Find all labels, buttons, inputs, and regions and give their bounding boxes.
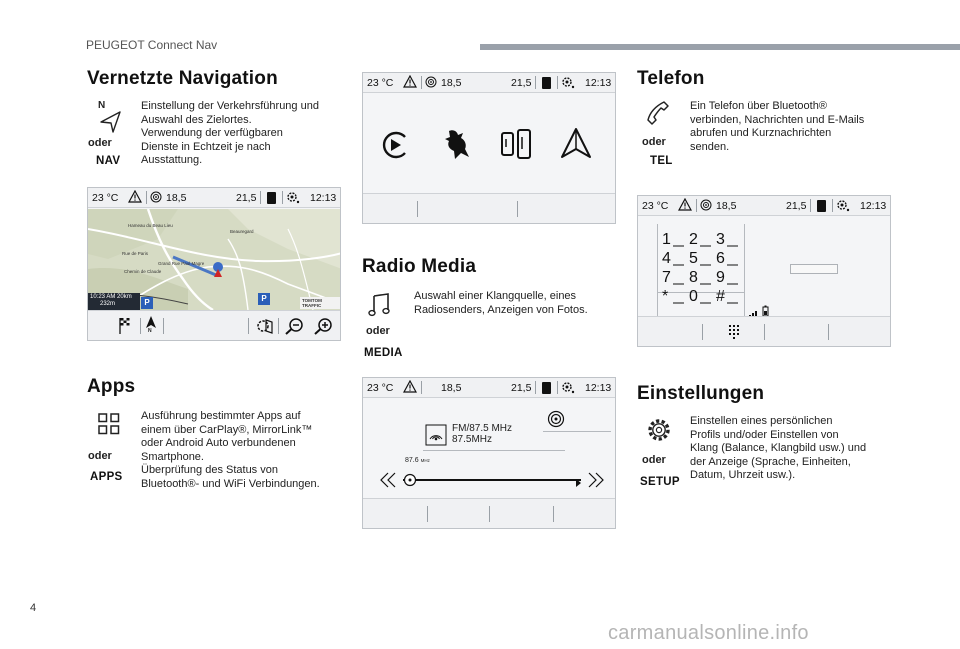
oder-label: oder [88,137,112,149]
map-place-label: Chemin de Claude [124,269,162,274]
oder-label: oder [642,454,666,466]
status-value-1: 18,5 [716,200,737,212]
key[interactable]: 1 [662,231,671,248]
clock-readout: 12:13 [585,382,612,394]
apps-toolbar [363,193,615,223]
settings-status-icon [561,381,575,397]
settings-description [690,415,900,483]
header-divider-bar [480,44,960,50]
desc-line: abrufen und Kurznachrichten [690,127,832,139]
desc-line: der Anzeige (Sprache, Einheiten, [690,455,851,468]
settings-status-icon [561,76,575,92]
north-label: N [98,100,106,111]
section-title-radio-media: Radio Media [362,256,477,277]
settings-status-icon [286,191,300,207]
navigation-description [141,100,341,168]
key[interactable]: 0 [689,288,698,305]
status-value-1: 18,5 [441,77,462,89]
map-view[interactable] [88,209,341,310]
station-frequency: 87.5MHz [452,434,493,445]
traffic-badge: TOMTOM TRAFFIC [300,297,340,309]
desc-line: Verwendung der verfügbaren [141,127,283,139]
temperature-readout: 23 °C [367,77,394,89]
seek-back-icon[interactable] [379,472,399,493]
desc-line: Smartphone. [141,450,204,463]
section-title-settings: Einstellungen [637,383,765,404]
apps-grid-icon [97,412,121,441]
section-title-navigation: Vernetzte Navigation [87,68,278,89]
key[interactable]: 5 [689,250,698,267]
status-value-2: 21,5 [511,77,532,89]
radio-signal-icon [700,199,712,214]
radio-broadcast-icon[interactable] [547,410,565,433]
phone-status-icon [266,192,277,207]
peugeot-lion-icon[interactable] [441,127,473,166]
status-bar [363,378,615,398]
frequency-slider[interactable] [403,479,581,481]
desc-line: Profils und/oder Einstellen von [690,428,839,441]
phone-toolbar [638,316,890,346]
section-title-apps: Apps [87,376,136,397]
clock-readout: 12:13 [310,192,337,204]
warning-icon [678,198,692,214]
clock-readout: 12:13 [585,77,612,89]
radio-screen [362,377,616,529]
status-value-1: 18,5 [441,382,462,394]
warning-icon [403,75,417,91]
parking-marker[interactable]: P [141,297,153,309]
android-auto-icon[interactable] [559,127,593,166]
desc-line: Datum, Uhrzeit usw.). [690,469,796,481]
slider-handle[interactable] [403,473,417,492]
destination-flag-icon[interactable] [118,317,132,340]
apps-code: APPS [90,471,123,483]
navigation-screen [87,187,341,341]
status-value-2: 21,5 [786,200,807,212]
desc-line: verbinden, Nachrichten und E-Mails [690,113,865,126]
music-note-icon [368,292,392,323]
frequency-unit: MHz [420,458,430,463]
map-place-label: Beauregard [230,229,254,234]
map-place-label: Hameau du Beau Lieu [128,223,173,228]
map-settings-icon[interactable] [256,317,274,340]
status-bar [363,73,615,93]
temperature-readout: 23 °C [92,192,119,204]
carplay-icon[interactable] [379,129,411,166]
tel-code: TEL [650,155,673,167]
warning-icon [128,190,142,206]
desc-line: Ausstattung. [141,154,203,166]
zoom-out-icon[interactable] [284,317,304,340]
seek-forward-icon[interactable] [585,472,605,493]
desc-line: Radiosenders, Anzeigen von Fotos. [414,303,588,316]
number-display-field[interactable] [790,264,838,274]
media-code: MEDIA [364,347,403,359]
key[interactable]: * [662,288,669,305]
gear-icon [645,416,673,449]
map-info-box [88,293,140,310]
radio-toolbar [363,498,615,528]
desc-line: Einstellung der Verkehrsführung und [141,100,319,112]
desc-line: Ausführung bestimmter Apps auf [141,410,301,422]
frequency-readout [405,457,430,464]
key[interactable]: 8 [689,269,698,286]
clock-readout: 12:13 [860,200,887,212]
phone-status-icon [541,77,552,92]
desc-line: Auswahl des Zielortes. [141,113,252,126]
parking-marker[interactable]: P [258,293,270,305]
desc-line: Überprüfung des Status von [141,464,278,476]
phone-handset-icon [646,100,670,131]
manual-header-title: PEUGEOT Connect Nav [86,38,218,52]
slider-end-marker [575,475,583,493]
station-name: FM/87.5 MHz [452,423,513,434]
desc-line: Einstellen eines persönlichen [690,415,833,427]
distance-readout: 232m [100,301,116,307]
apps-screen [362,72,616,224]
phone-status-icon [541,382,552,397]
zoom-in-icon[interactable] [313,317,333,340]
status-value-1: 18,5 [166,192,187,204]
oder-label: oder [88,450,112,462]
map-place-label: Grand Rue Paul Magre [158,261,205,266]
nav-code: NAV [96,155,121,167]
watermark: carmanualsonline.info [608,622,809,644]
keypad-icon[interactable] [728,324,740,345]
key[interactable]: 7 [662,269,671,286]
status-bar [638,196,890,216]
section-title-phone: Telefon [637,68,705,89]
temperature-readout: 23 °C [367,382,394,394]
temperature-readout: 23 °C [642,200,669,212]
radio-signal-icon [425,76,437,91]
key[interactable]: 3 [716,231,725,248]
desc-line: Auswahl einer Klangquelle, eines [414,290,577,302]
desc-line: Ein Telefon über Bluetooth® [690,100,827,112]
key[interactable]: 2 [689,231,698,248]
key[interactable]: # [716,288,725,305]
oder-label: oder [642,136,666,148]
desc-line: Klang (Balance, Klangbild usw.) und [690,442,867,454]
phone-status-icon [816,200,827,215]
apps-description [141,410,351,491]
desc-line: oder Android Auto verbundenen [141,437,296,449]
page-number: 4 [30,602,37,614]
frequency-value: 87.6 [405,457,419,464]
desc-line: Dienste in Echtzeit je nach [141,140,271,153]
setup-code: SETUP [640,476,680,488]
eta-readout: 10:23 AM 20km [90,294,132,300]
phone-screen [637,195,891,347]
mirrorlink-icon[interactable] [499,127,533,166]
desc-line: Bluetooth®- und WiFi Verbindungen. [141,477,320,490]
oder-label: oder [366,325,390,337]
station-logo-icon [425,424,447,451]
key[interactable]: 6 [716,250,725,267]
radio-description [414,290,624,317]
navigation-arrow-icon [98,100,124,136]
desc-line: senden. [690,140,730,153]
map-place-label: Rue de Paris [122,251,149,256]
key[interactable]: 4 [662,250,671,267]
compass-north-label: N [148,328,152,334]
warning-icon [403,380,417,396]
phone-description [690,100,900,154]
navigation-toolbar [88,310,340,340]
radio-signal-icon [150,191,162,206]
settings-status-icon [836,199,850,215]
status-bar [88,188,340,208]
status-value-2: 21,5 [236,192,257,204]
status-value-2: 21,5 [511,382,532,394]
key[interactable]: 9 [716,269,725,286]
desc-line: einem über CarPlay®, MirrorLink™ [141,423,313,436]
